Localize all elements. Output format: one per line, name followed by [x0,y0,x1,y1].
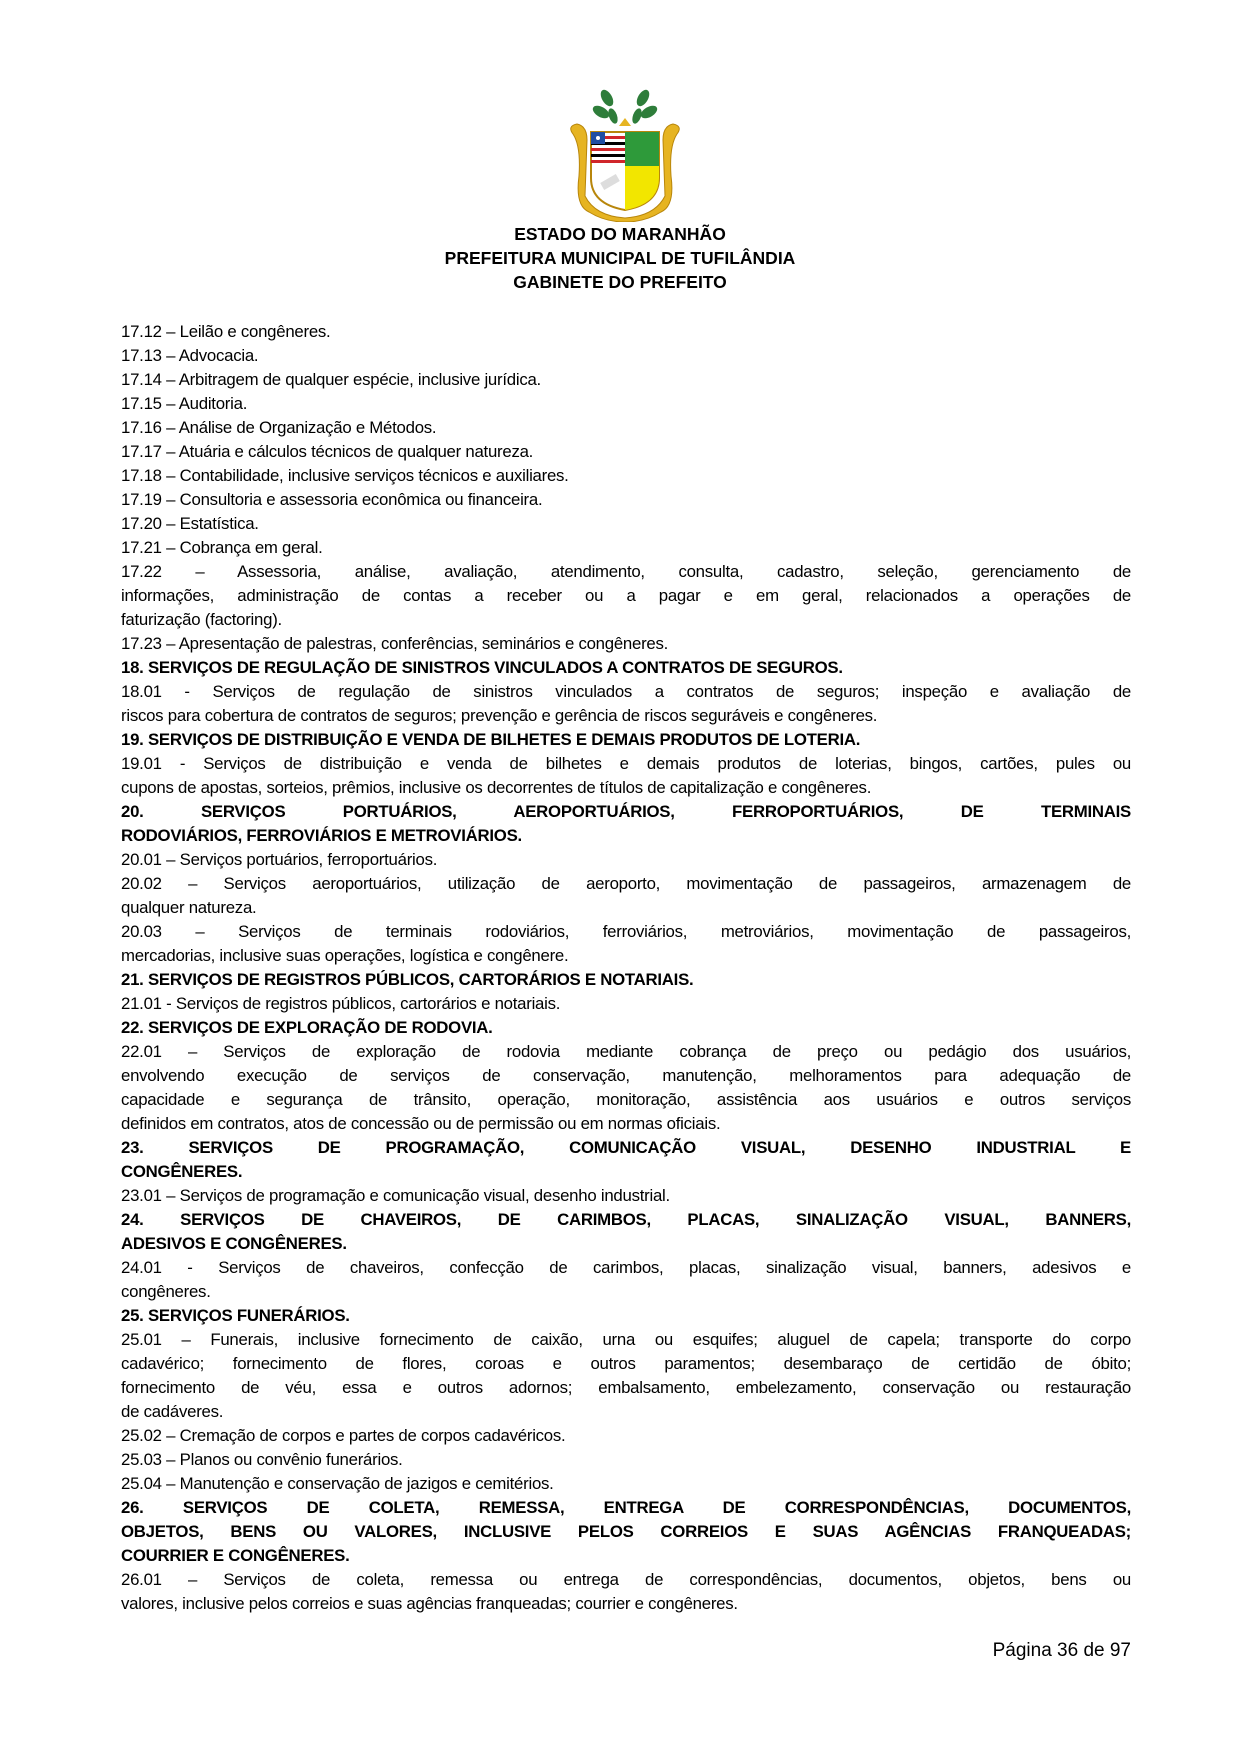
text-line: 26.01 – Serviços de coleta, remessa ou entrega de correspondências, documentos, objetos, bens ou [121,1570,1131,1589]
text-line: 17.17 – Atuária e cálculos técnicos de qualquer natureza. [121,442,534,461]
text-line: 23. SERVIÇOS DE PROGRAMAÇÃO, COMUNICAÇÃO VISUAL, DESENHO INDUSTRIAL E [121,1138,1131,1157]
text-line: congêneres. [121,1282,211,1301]
text-line: 25.04 – Manutenção e conservação de jazigos e cemitérios. [121,1474,554,1493]
text-line: capacidade e segurança de trânsito, operação, monitoração, assistência aos usuários e outros serviços [121,1090,1131,1109]
text-line: COURRIER E CONGÊNERES. [121,1546,350,1565]
text-line: 21. SERVIÇOS DE REGISTROS PÚBLICOS, CARTORÁRIOS E NOTARIAIS. [121,970,694,989]
text-line: informações, administração de contas a receber ou a pagar e em geral, relacionados a operações de [121,586,1131,605]
text-line: 17.12 – Leilão e congêneres. [121,322,331,341]
text-line: qualquer natureza. [121,898,257,917]
text-line: 19. SERVIÇOS DE DISTRIBUIÇÃO E VENDA DE BILHETES E DEMAIS PRODUTOS DE LOTERIA. [121,730,861,749]
text-line: 17.19 – Consultoria e assessoria econômica ou financeira. [121,490,543,509]
list-item [121,1184,1131,1208]
list-item [121,1328,1131,1424]
list-item [121,344,1131,368]
section-heading [121,968,1131,992]
text-line: definidos em contratos, atos de concessão ou de permissão ou em normas oficiais. [121,1114,721,1133]
text-line: 22.01 – Serviços de exploração de rodovia mediante cobrança de preço ou pedágio dos usuários, [121,1042,1131,1061]
text-line: 17.23 – Apresentação de palestras, conferências, seminários e congêneres. [121,634,669,653]
header-office: GABINETE DO PREFEITO [513,272,727,292]
section-heading [121,1016,1131,1040]
text-line: RODOVIÁRIOS, FERROVIÁRIOS E METROVIÁRIOS. [121,826,522,845]
list-item [121,848,1131,872]
section-heading [121,1304,1131,1328]
text-line: fornecimento de véu, essa e outros adornos; embalsamento, embelezamento, conservação ou restauração [121,1378,1131,1397]
section-heading [121,1208,1131,1256]
list-item [121,464,1131,488]
list-item [121,680,1131,728]
text-line: 26. SERVIÇOS DE COLETA, REMESSA, ENTREGA DE CORRESPONDÊNCIAS, DOCUMENTOS, [121,1498,1131,1517]
text-line: 20. SERVIÇOS PORTUÁRIOS, AEROPORTUÁRIOS, FERROPORTUÁRIOS, DE TERMINAIS [121,802,1131,821]
text-line: 20.02 – Serviços aeroportuários, utilização de aeroporto, movimentação de passageiros, armazenagem de [121,874,1131,893]
text-line: 18. SERVIÇOS DE REGULAÇÃO DE SINISTROS VINCULADOS A CONTRATOS DE SEGUROS. [121,658,843,677]
text-line: 17.15 – Auditoria. [121,394,248,413]
text-line: 25. SERVIÇOS FUNERÁRIOS. [121,1306,350,1325]
list-item [121,512,1131,536]
coat-of-arms-logo [565,86,685,222]
text-line: 17.13 – Advocacia. [121,346,259,365]
page-number: Página 36 de 97 [992,1640,1131,1661]
text-line: 18.01 - Serviços de regulação de sinistros vinculados a contratos de seguros; inspeção e avaliação de [121,682,1131,701]
text-line: 24.01 - Serviços de chaveiros, confecção de carimbos, placas, sinalização visual, banners, adesivos e [121,1258,1131,1277]
list-item [121,368,1131,392]
text-line: 17.14 – Arbitragem de qualquer espécie, inclusive jurídica. [121,370,541,389]
text-line: cupons de apostas, sorteios, prêmios, inclusive os decorrentes de títulos de capitalização e congêneres. [121,778,872,797]
text-line: CONGÊNERES. [121,1162,243,1181]
text-line: 23.01 – Serviços de programação e comunicação visual, desenho industrial. [121,1186,670,1205]
section-heading [121,1136,1131,1184]
list-item [121,872,1131,920]
text-line: envolvendo execução de serviços de conservação, manutenção, melhoramentos para adequação de [121,1066,1131,1085]
section-heading [121,1496,1131,1568]
text-line: cadavérico; fornecimento de flores, coroas e outros paramentos; desembaraço de certidão de óbito; [121,1354,1131,1373]
section-heading [121,800,1131,848]
list-item [121,320,1131,344]
header-prefecture: PREFEITURA MUNICIPAL DE TUFILÂNDIA [444,248,796,268]
list-item [121,416,1131,440]
text-line: ADESIVOS E CONGÊNERES. [121,1234,347,1253]
text-line: 25.02 – Cremação de corpos e partes de corpos cadavéricos. [121,1426,566,1445]
text-line: 17.16 – Análise de Organização e Métodos. [121,418,437,437]
list-item [121,1256,1131,1304]
list-item [121,392,1131,416]
section-heading [121,728,1131,752]
text-line: 17.18 – Contabilidade, inclusive serviços técnicos e auxiliares. [121,466,569,485]
text-line: 17.20 – Estatística. [121,514,259,533]
text-line: 17.22 – Assessoria, análise, avaliação, atendimento, consulta, cadastro, seleção, gerenciamento de [121,562,1131,581]
header-state: ESTADO DO MARANHÃO [514,224,726,244]
list-item [121,1472,1131,1496]
text-line: 17.21 – Cobrança em geral. [121,538,323,557]
list-item [121,560,1131,632]
list-item [121,488,1131,512]
list-item [121,920,1131,968]
list-item [121,1040,1131,1136]
text-line: 21.01 - Serviços de registros públicos, cartorários e notariais. [121,994,561,1013]
list-item [121,992,1131,1016]
text-line: riscos para cobertura de contratos de seguros; prevenção e gerência de riscos seguráveis e congêneres. [121,706,878,725]
list-item [121,632,1131,656]
text-line: 24. SERVIÇOS DE CHAVEIROS, DE CARIMBOS, PLACAS, SINALIZAÇÃO VISUAL, BANNERS, [121,1210,1131,1229]
list-item [121,440,1131,464]
list-item [121,1448,1131,1472]
text-line: 25.01 – Funerais, inclusive fornecimento de caixão, urna ou esquifes; aluguel de capela; transporte do corpo [121,1330,1131,1349]
text-line: mercadorias, inclusive suas operações, logística e congênere. [121,946,569,965]
list-item [121,1568,1131,1616]
text-line: 22. SERVIÇOS DE EXPLORAÇÃO DE RODOVIA. [121,1018,493,1037]
list-item [121,752,1131,800]
section-heading [121,656,1131,680]
text-line: faturização (factoring). [121,610,282,629]
text-line: 20.03 – Serviços de terminais rodoviários, ferroviários, metroviários, movimentação de passageiros, [121,922,1131,941]
list-item [121,536,1131,560]
text-line: 25.03 – Planos ou convênio funerários. [121,1450,403,1469]
text-line: OBJETOS, BENS OU VALORES, INCLUSIVE PELOS CORREIOS E SUAS AGÊNCIAS FRANQUEADAS; [121,1522,1131,1541]
text-line: de cadáveres. [121,1402,224,1421]
shield-icon [591,132,659,210]
text-line: valores, inclusive pelos correios e suas agências franqueadas; courrier e congêneres. [121,1594,738,1613]
document-body [121,320,1131,1616]
list-item [121,1424,1131,1448]
text-line: 19.01 - Serviços de distribuição e venda de bilhetes e demais produtos de loterias, bingos, cartões, pules ou [121,754,1131,773]
text-line: 20.01 – Serviços portuários, ferroportuários. [121,850,438,869]
